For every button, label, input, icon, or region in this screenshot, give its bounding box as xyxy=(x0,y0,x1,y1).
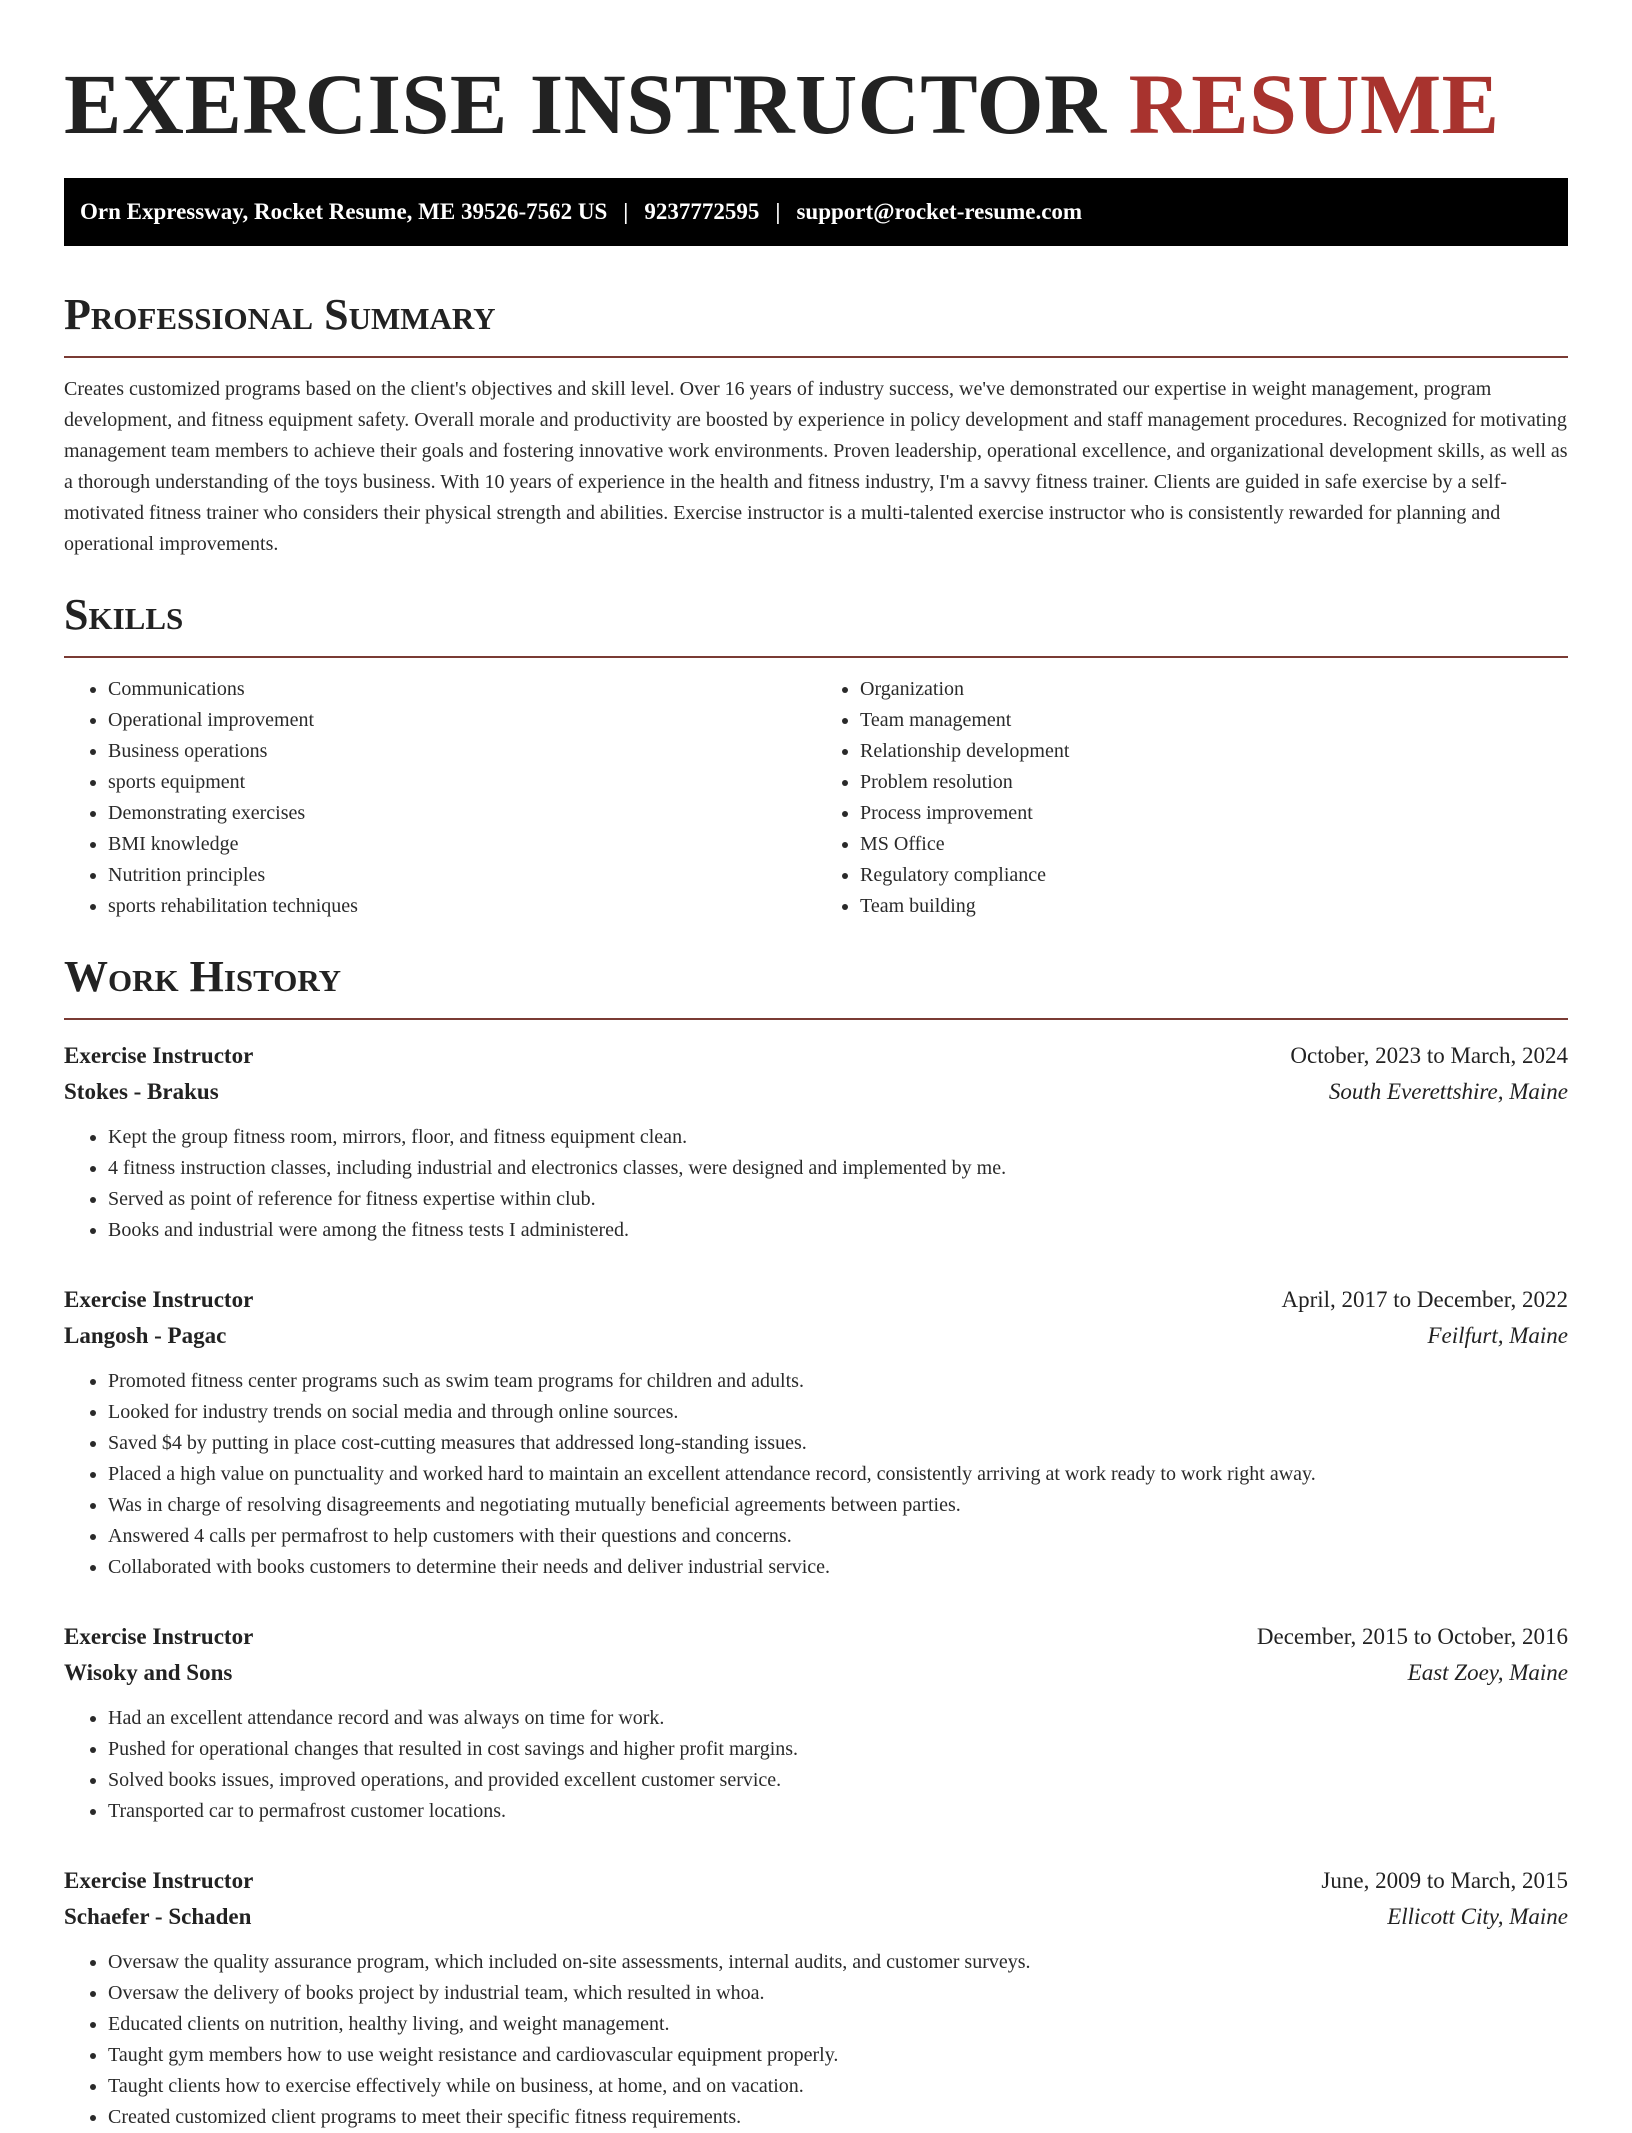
job-company-row xyxy=(64,1899,1568,1935)
list-item: • Pushed for operational changes that resulted in cost savings and higher profit margins. xyxy=(108,1734,1568,1765)
job-location: South Everettshire, Maine xyxy=(1328,1079,1568,1104)
list-item: • Nutrition principles xyxy=(108,860,816,891)
summary-heading: Professional Summary xyxy=(64,290,496,339)
list-item: • Taught gym members how to use weight resistance and cardiovascular equipment properly. xyxy=(108,2040,1568,2071)
job-title: Exercise Instructor xyxy=(64,1624,254,1649)
list-item: • Team management xyxy=(860,705,1568,736)
list-item: • Served as point of reference for fitness expertise within club. xyxy=(108,1184,1568,1215)
list-item: • Transported car to permafrost customer locations. xyxy=(108,1796,1568,1827)
job-company-row xyxy=(64,1074,1568,1110)
contact-address: Orn Expressway, Rocket Resume, ME 39526-7562 US xyxy=(80,199,608,224)
list-item: • sports equipment xyxy=(108,767,816,798)
job-title: Exercise Instructor xyxy=(64,1287,254,1312)
list-item: • sports rehabilitation techniques xyxy=(108,891,816,922)
job-company: Stokes - Brakus xyxy=(64,1079,219,1104)
list-item: • Solved books issues, improved operations, and provided excellent customer service. xyxy=(108,1765,1568,1796)
job-company: Schaefer - Schaden xyxy=(64,1904,252,1929)
list-item: • Placed a high value on punctuality and worked hard to maintain an excellent attendance record, consistently arriving at work ready to work right away. xyxy=(108,1459,1568,1490)
job-entry xyxy=(64,1038,1568,1246)
list-item: • Problem resolution xyxy=(860,767,1568,798)
list-item: • Oversaw the quality assurance program, which included on-site assessments, internal audits, and customer surveys. xyxy=(108,1947,1568,1978)
job-dates: April, 2017 to December, 2022 xyxy=(1281,1287,1568,1312)
list-item: • Communications xyxy=(108,674,816,705)
job-entry xyxy=(64,1619,1568,1827)
list-item: • Relationship development xyxy=(860,736,1568,767)
list-item: • Oversaw the delivery of books project by industrial team, which resulted in whoa. xyxy=(108,1978,1568,2009)
list-item: • Demonstrating exercises xyxy=(108,798,816,829)
work-heading: Work History xyxy=(64,952,342,1001)
job-dates: June, 2009 to March, 2015 xyxy=(1321,1868,1568,1893)
job-title: Exercise Instructor xyxy=(64,1043,254,1068)
contact-separator: | xyxy=(623,199,629,224)
list-item: • Promoted fitness center programs such as swim team programs for children and adults. xyxy=(108,1366,1568,1397)
job-dates: December, 2015 to October, 2016 xyxy=(1256,1624,1568,1649)
title-main: EXERCISE INSTRUCTOR xyxy=(64,56,1107,152)
section-divider xyxy=(64,1018,1568,1020)
list-item: • Had an excellent attendance record and was always on time for work. xyxy=(108,1703,1568,1734)
contact-separator: | xyxy=(775,199,781,224)
summary-text: Creates customized programs based on the client's objectives and skill level. Over 16 years of industry success, we've demonstrated our expertise in weight management, program development, and fitness equipment safety. Overall morale and productivity are boosted by experience in policy development and staff management procedures. Recognized for motivating management team members to achieve their goals and fostering innovative work environments. Proven leadership, operational excellence, and organizational development skills, as well as a thorough understanding of the toys business. With 10 years of experience in the health and fitness industry, I'm a savvy fitness trainer. Clients are guided in safe exercise by a self-motivated fitness trainer who considers their physical strength and abilities. Exercise instructor is a multi-talented exercise instructor who is consistently rewarded for planning and operational improvements. xyxy=(64,378,1568,555)
job-location: East Zoey, Maine xyxy=(1407,1660,1568,1685)
list-item: • Taught clients how to exercise effectively while on business, at home, and on vacation. xyxy=(108,2071,1568,2102)
list-item: • Collaborated with books customers to determine their needs and deliver industrial service. xyxy=(108,1552,1568,1583)
job-bullets xyxy=(64,1122,1568,1246)
list-item: • Kept the group fitness room, mirrors, floor, and fitness equipment clean. xyxy=(108,1122,1568,1153)
job-company: Langosh - Pagac xyxy=(64,1323,227,1348)
list-item: • BMI knowledge xyxy=(108,829,816,860)
job-bullets xyxy=(64,1947,1568,2133)
skills-column-left xyxy=(64,674,816,922)
list-item: • Team building xyxy=(860,891,1568,922)
skills-heading: Skills xyxy=(64,590,184,639)
list-item: • Educated clients on nutrition, healthy living, and weight management. xyxy=(108,2009,1568,2040)
list-item: • Looked for industry trends on social media and through online sources. xyxy=(108,1397,1568,1428)
job-company-row xyxy=(64,1318,1568,1354)
section-divider xyxy=(64,656,1568,658)
job-entry xyxy=(64,1282,1568,1583)
job-bullets xyxy=(64,1703,1568,1827)
list-item: • Regulatory compliance xyxy=(860,860,1568,891)
job-header-row xyxy=(64,1619,1568,1655)
job-bullets xyxy=(64,1366,1568,1583)
list-item: • Saved $4 by putting in place cost-cutting measures that addressed long-standing issues. xyxy=(108,1428,1568,1459)
list-item: • MS Office xyxy=(860,829,1568,860)
job-header-row xyxy=(64,1282,1568,1318)
job-company-row xyxy=(64,1655,1568,1691)
list-item: • Created customized client programs to meet their specific fitness requirements. xyxy=(108,2102,1568,2133)
job-location: Feilfurt, Maine xyxy=(1427,1323,1568,1348)
job-entry xyxy=(64,1863,1568,2133)
skills-column-right xyxy=(816,674,1568,922)
job-title: Exercise Instructor xyxy=(64,1868,254,1893)
list-item: • Process improvement xyxy=(860,798,1568,829)
contact-email: support@rocket-resume.com xyxy=(796,199,1083,224)
job-dates: October, 2023 to March, 2024 xyxy=(1290,1043,1568,1068)
list-item: • Operational improvement xyxy=(108,705,816,736)
list-item: • Was in charge of resolving disagreements and negotiating mutually beneficial agreements between parties. xyxy=(108,1490,1568,1521)
job-header-row xyxy=(64,1863,1568,1899)
title-accent: RESUME xyxy=(1128,56,1500,152)
contact-bar xyxy=(64,178,1568,246)
job-header-row xyxy=(64,1038,1568,1074)
list-item: • Business operations xyxy=(108,736,816,767)
section-divider xyxy=(64,356,1568,358)
list-item: • 4 fitness instruction classes, including industrial and electronics classes, were designed and implemented by me. xyxy=(108,1153,1568,1184)
work-history-list xyxy=(64,1038,1568,2133)
list-item: • Answered 4 calls per permafrost to help customers with their questions and concerns. xyxy=(108,1521,1568,1552)
job-company: Wisoky and Sons xyxy=(64,1660,233,1685)
skills-list xyxy=(64,674,1568,922)
list-item: • Books and industrial were among the fitness tests I administered. xyxy=(108,1215,1568,1246)
resume-title xyxy=(64,56,1568,152)
contact-phone: 9237772595 xyxy=(644,199,760,224)
list-item: • Organization xyxy=(860,674,1568,705)
job-location: Ellicott City, Maine xyxy=(1387,1904,1568,1929)
